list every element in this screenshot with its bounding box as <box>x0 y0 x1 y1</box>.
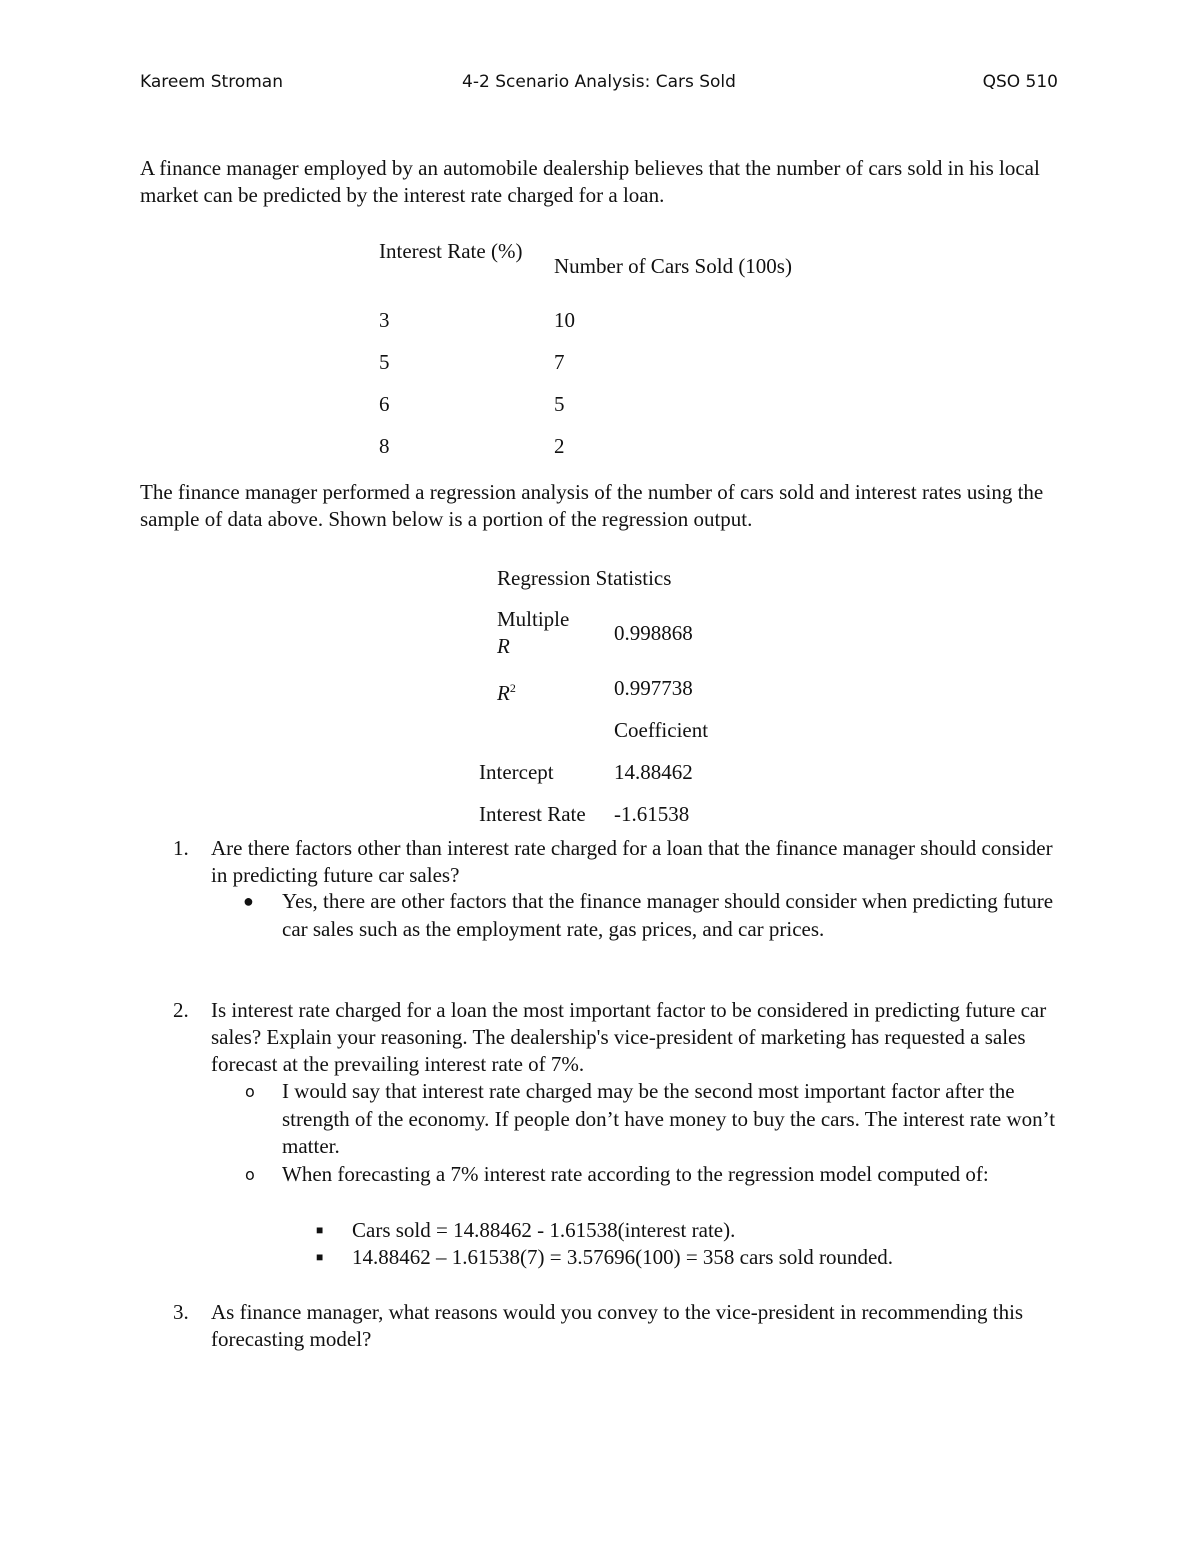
intro-paragraph: A finance manager employed by an automobile dealership believes that the number of cars sold in his local market can be predicted by the interest rate charged for a loan. <box>140 156 1040 207</box>
question-text: Is interest rate charged for a loan the most important factor to be considered in predicting future car sales? Explain your reasoning. The dealership's vice-president of marketing has requested a sales forecast at the prevailing interest rate of 7%. <box>211 998 1047 1076</box>
calculation-text: 14.88462 – 1.61538(7) = 3.57696(100) = 358 cars sold rounded. <box>352 1245 894 1269</box>
multiple-r-label <box>497 606 569 660</box>
answer-text: Yes, there are other factors that the finance manager should consider when predicting future car sales such as the employment rate, gas prices, and car prices. <box>282 889 1054 941</box>
course-code: QSO 510 <box>982 72 1058 92</box>
table-cell-cars: 7 <box>554 350 565 374</box>
table-cell-rate: 3 <box>379 308 390 332</box>
regression-title: Regression Statistics <box>497 566 672 590</box>
question-number: 1. <box>173 836 189 860</box>
r-label: R <box>497 634 510 658</box>
table-cell-rate: 5 <box>379 350 390 374</box>
column-header-interest-rate: Interest Rate (%) <box>379 239 523 263</box>
regression-intro-paragraph: The finance manager performed a regression analysis of the number of cars sold and interest rates using the sample of data above. Shown below is a portion of the regression output. <box>140 480 1044 531</box>
intercept-value: 14.88462 <box>614 760 693 784</box>
question-number: 3. <box>173 1300 189 1324</box>
intercept-label: Intercept <box>479 760 554 784</box>
bullet-dot-icon: ● <box>243 891 254 911</box>
formula-text: Cars sold = 14.88462 - 1.61538(interest rate). <box>352 1218 736 1242</box>
question-number: 2. <box>173 998 189 1022</box>
interest-rate-label: Interest Rate <box>479 802 586 826</box>
document-title: 4-2 Scenario Analysis: Cars Sold <box>462 72 736 92</box>
table-cell-rate: 6 <box>379 392 390 416</box>
multiple-r-value: 0.998868 <box>614 621 693 645</box>
table-cell-cars: 10 <box>554 308 575 332</box>
r-squared-label <box>497 675 516 707</box>
table-cell-cars: 2 <box>554 434 565 458</box>
bullet-square-icon: ■ <box>316 1250 324 1264</box>
multiple-label: Multiple <box>497 607 570 631</box>
coefficient-header: Coefficient <box>614 718 709 742</box>
interest-rate-coefficient: -1.61538 <box>614 802 690 826</box>
question-text: As finance manager, what reasons would you convey to the vice-president in recommending this forecasting model? <box>211 1300 1024 1351</box>
answer-text: When forecasting a 7% interest rate according to the regression model computed of: <box>282 1162 989 1186</box>
bullet-square-icon: ■ <box>316 1223 324 1237</box>
table-cell-rate: 8 <box>379 434 390 458</box>
bullet-circle-icon: o <box>245 1082 255 1101</box>
r-squared-value: 0.997738 <box>614 676 693 700</box>
page-header <box>140 72 1058 100</box>
table-cell-cars: 5 <box>554 392 565 416</box>
r2-superscript: 2 <box>509 681 516 695</box>
answer-text: I would say that interest rate charged may be the second most important factor after the strength of the economy. If people don’t have money to buy the cars. The interest rate won’t matter. <box>282 1079 1056 1158</box>
r2-letter: R <box>497 681 510 705</box>
bullet-circle-icon: o <box>245 1165 255 1184</box>
author-name: Kareem Stroman <box>140 72 283 92</box>
column-header-cars-sold: Number of Cars Sold (100s) <box>554 254 792 278</box>
question-text: Are there factors other than interest rate charged for a loan that the finance manager should consider in predicting future car sales? <box>211 836 1053 887</box>
